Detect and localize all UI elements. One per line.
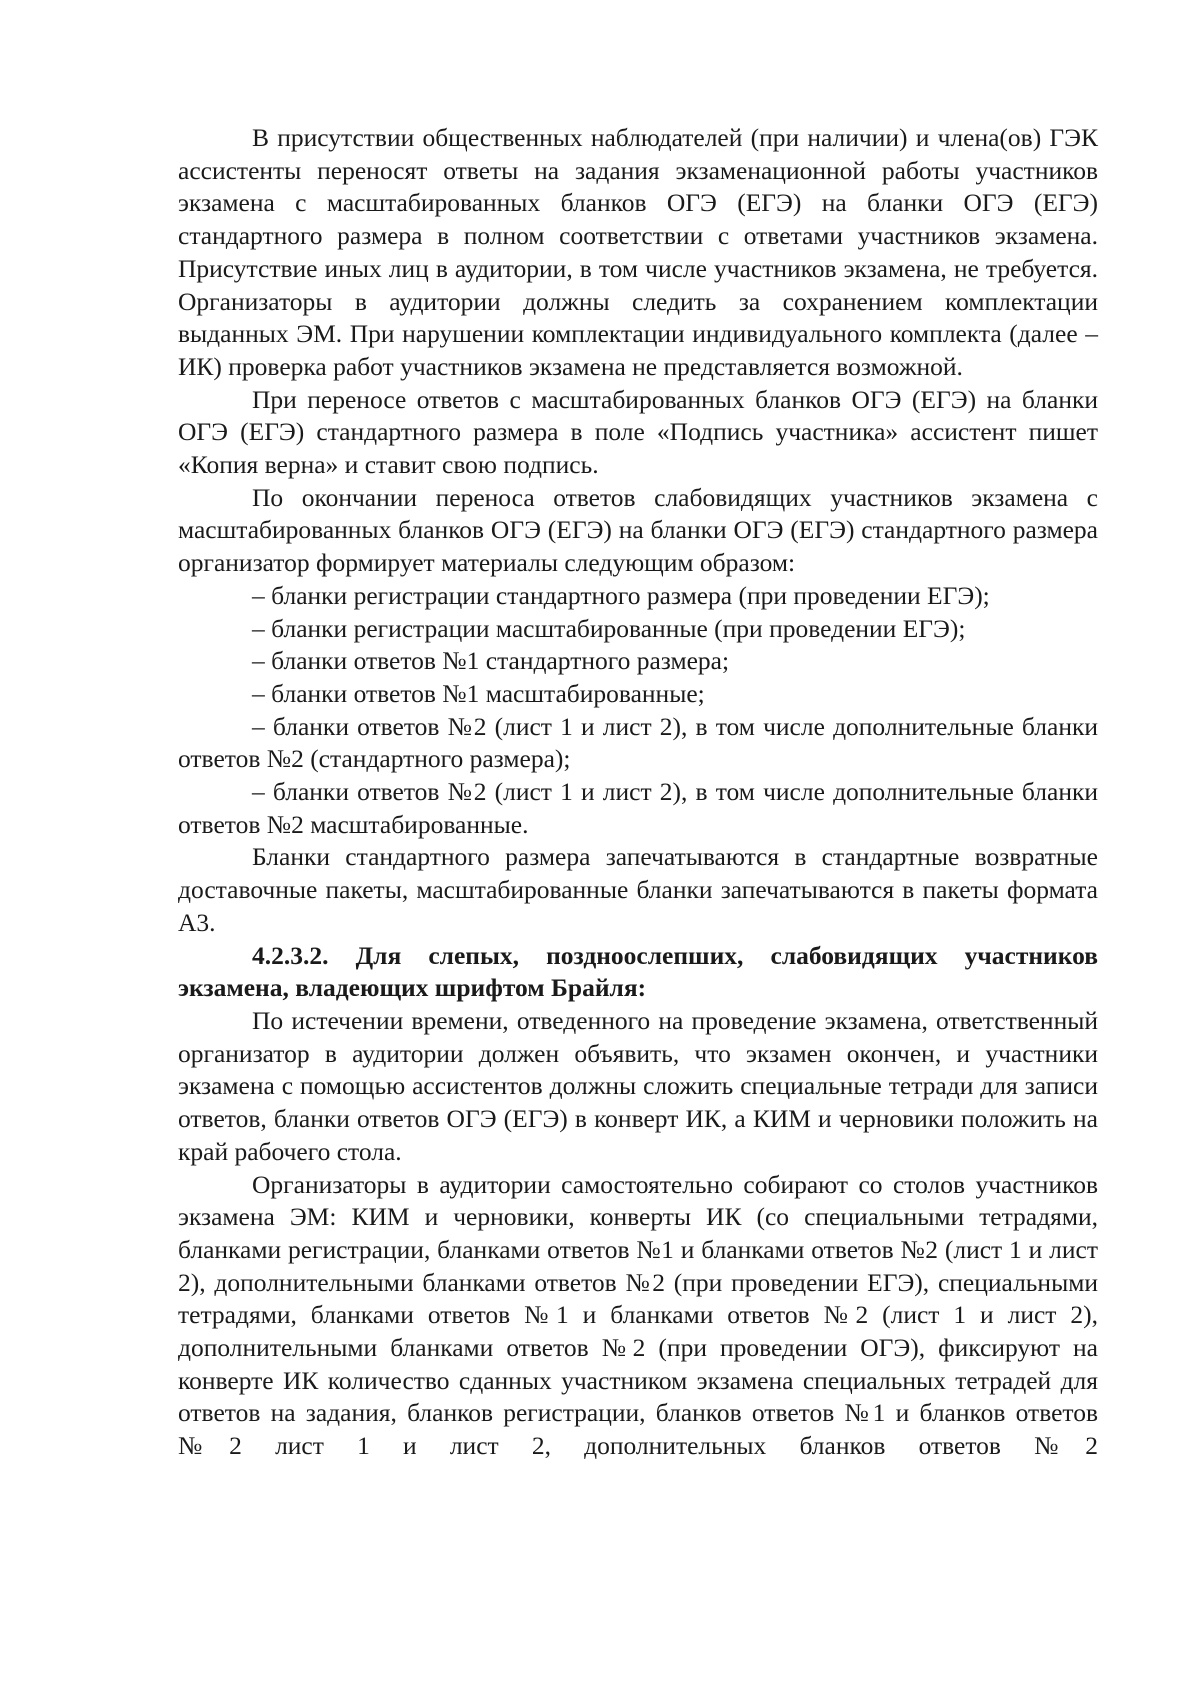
paragraph-signature: При переносе ответов с масштабированных бланков ОГЭ (ЕГЭ) на бланки ОГЭ (ЕГЭ) стандартного размера в поле «Подпись участника» ассистент пишет «Копия верна» и ставит свою подпись.	[178, 384, 1098, 480]
paragraph-materials-intro: По окончании переноса ответов слабовидящих участников экзамена с масштабированных бланков ОГЭ (ЕГЭ) на бланки ОГЭ (ЕГЭ) стандартного размера организатор формирует материалы следующим образом:	[178, 482, 1098, 578]
paragraph-collection: Организаторы в аудитории самостоятельно собирают со столов участников экзамена ЭМ: КИМ и черновики, конверты ИК (со специальными тетрадями, бланками регистрации, бланками ответов №1 и бланками ответов №2 (лист 1 и лист 2), дополнительными бланками ответов №2 (при проведении ЕГЭ), специальными тетрадями, бланками ответов №1 и бланками ответов №2 (лист 1 и лист 2), дополнительными бланками ответов №2 (при проведении ОГЭ), фиксируют на конверте ИК количество сданных участником экзамена специальных тетрадей для ответов на задания, бланков регистрации, бланков ответов №1 и бланков ответов №2 лист 1 и лист 2, дополнительных бланков ответов №2	[178, 1169, 1098, 1461]
document-page	[178, 122, 1098, 1463]
paragraph-exam-end: По истечении времени, отведенного на проведение экзамена, ответственный организатор в аудитории должен объявить, что экзамен окончен, и участники экзамена с помощью ассистентов должны сложить специальные тетради для записи ответов, бланки ответов ОГЭ (ЕГЭ) в конверт ИК, а КИМ и черновики положить на край рабочего стола.	[178, 1005, 1098, 1166]
list-item: – бланки ответов №1 масштабированные;	[252, 678, 705, 708]
list-item: – бланки регистрации стандартного размера (при проведении ЕГЭ);	[252, 580, 990, 610]
paragraph-packaging: Бланки стандартного размера запечатываются в стандартные возвратные доставочные пакеты, масштабированные бланки запечатываются в пакеты формата А3.	[178, 842, 1098, 937]
section-heading: 4.2.3.2. Для слепых, поздноослепших, слабовидящих участников экзамена, владеющих шрифтом Брайля:	[178, 940, 1098, 1003]
list-item: – бланки ответов №2 (лист 1 и лист 2), в том числе дополнительные бланки ответов №2 масштабированные.	[178, 777, 1098, 839]
list-item: – бланки регистрации масштабированные (при проведении ЕГЭ);	[252, 613, 966, 643]
list-item: – бланки ответов №1 стандартного размера;	[252, 646, 730, 676]
list-item: – бланки ответов №2 (лист 1 и лист 2), в том числе дополнительные бланки ответов №2 (стандартного размера);	[178, 711, 1098, 774]
paragraph-transfer-answers: В присутствии общественных наблюдателей (при наличии) и члена(ов) ГЭК ассистенты переносят ответы на задания экзаменационной работы участников экзамена с масштабированных бланков ОГЭ (ЕГЭ) на бланки ОГЭ (ЕГЭ) стандартного размера в полном соответствии с ответами участников экзамена. Присутствие иных лиц в аудитории, в том числе участников экзамена, не требуется. Организаторы в аудитории должны следить за сохранением комплектации выданных ЭМ. При нарушении комплектации индивидуального комплекта (далее – ИК) проверка работ участников экзамена не представляется возможной.	[178, 123, 1098, 381]
